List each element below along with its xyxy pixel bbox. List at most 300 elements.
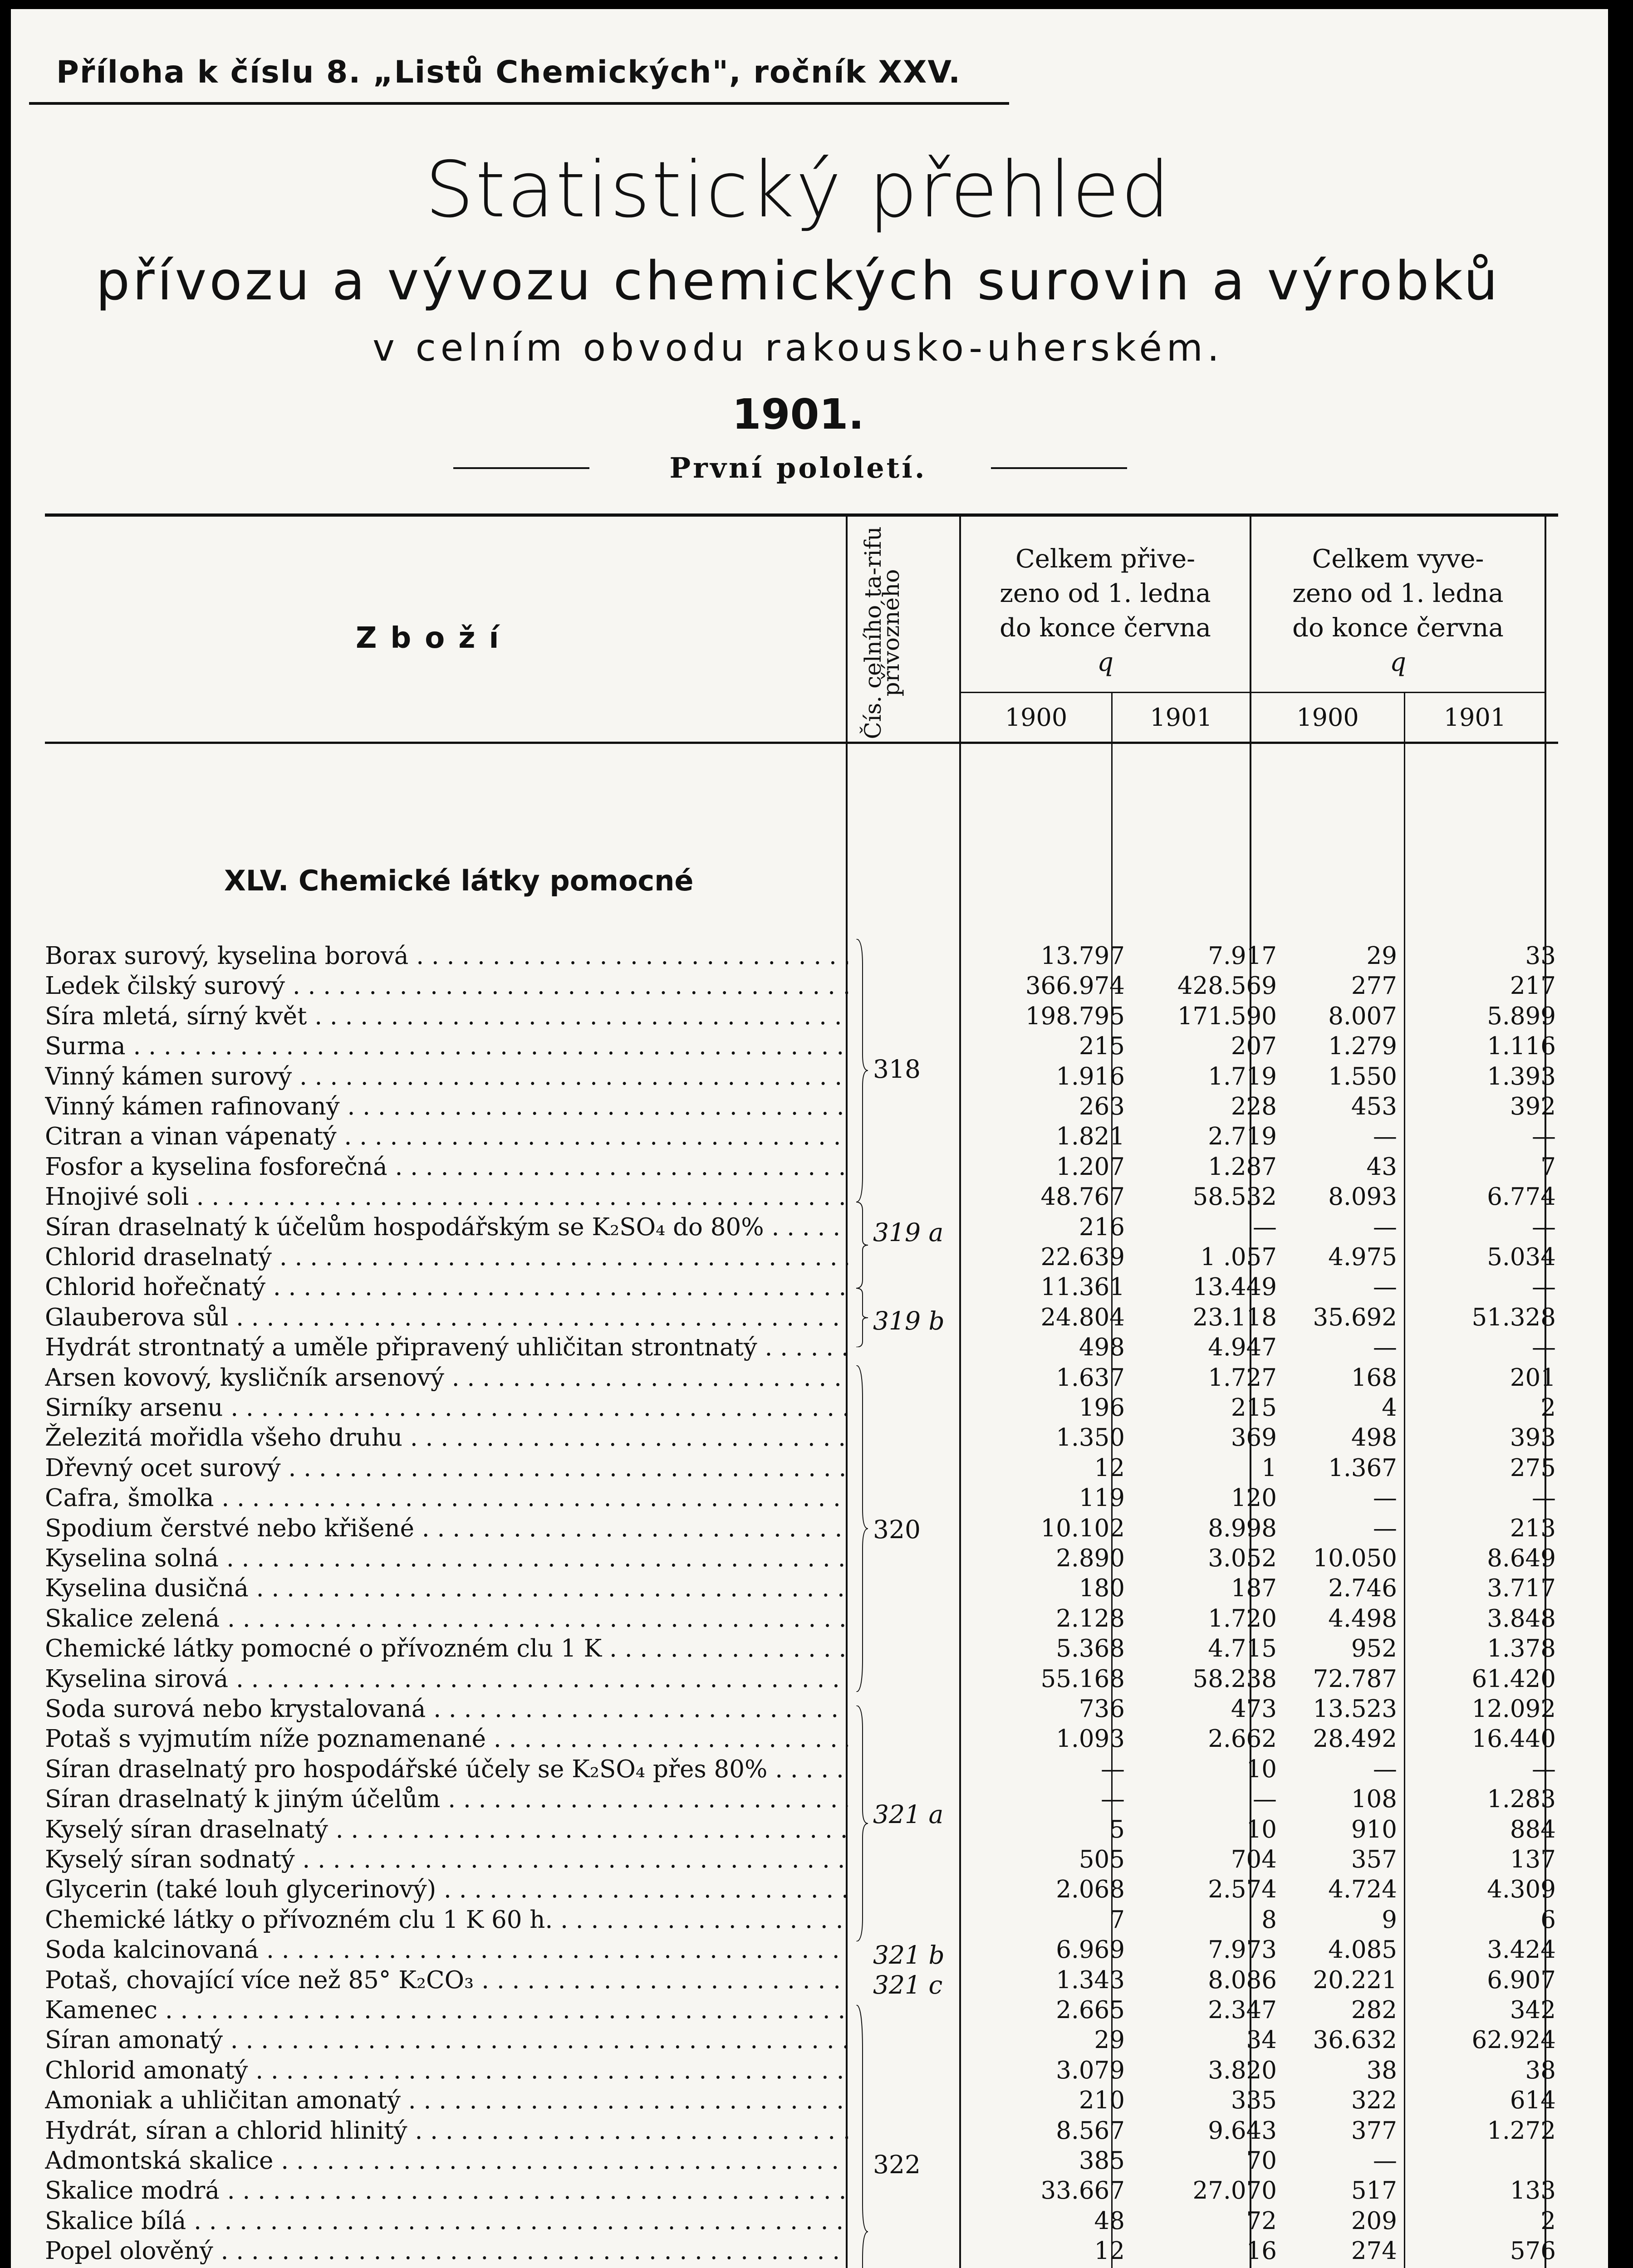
commodity-name: Citran a vinan vápenatý . . . <box>45 1122 848 1152</box>
supplement-header: Příloha k číslu 8. „Listů Chemických", ročník XXV. <box>56 54 961 90</box>
tariff-code-319a: 319 a <box>873 1218 944 1247</box>
commodity-name: Fosfor a kyselina fosforečná . . . <box>45 1152 848 1182</box>
commodity-name: Kyselina dusičná . . . <box>45 1574 848 1603</box>
import-1900-value: 1.916 <box>1056 1062 1125 1090</box>
import-1900-value <box>971 2267 1125 2268</box>
page-subtitle: přívozu a vývozu chemických surovin a výrobků <box>96 249 1501 312</box>
import-1901-value: 1.720 <box>1208 1604 1277 1633</box>
export-1900-value: 277 <box>1351 972 1397 1000</box>
import-1900-value: 1.821 <box>1056 1123 1125 1151</box>
import-1900-value: 6.969 <box>1056 1936 1125 1964</box>
export-header-line-3: do konce června <box>1292 613 1504 643</box>
export-1901-value: 1.393 <box>1487 1062 1556 1090</box>
export-1900-value: 517 <box>1351 2177 1397 2205</box>
export-1901-value: 884 <box>1510 1815 1556 1843</box>
table-header-rule <box>45 742 1558 744</box>
export-1900-value: 28.492 <box>1313 1725 1397 1753</box>
table-row <box>45 1965 1556 1995</box>
table-row <box>45 2206 1556 2236</box>
table-row <box>45 1755 1556 1784</box>
table-row <box>45 1544 1556 1574</box>
import-1901-value: 369 <box>1231 1424 1277 1452</box>
import-1901-value: — <box>1253 1785 1277 1813</box>
goods-column-header: Zboží <box>356 621 513 655</box>
import-1900-value: 216 <box>1079 1213 1125 1241</box>
import-1901-value: 4.947 <box>1208 1334 1277 1362</box>
export-1900-value: 108 <box>1351 1785 1397 1813</box>
export-1901-value: 6.907 <box>1487 1966 1556 1994</box>
table-row <box>45 1604 1556 1634</box>
commodity-name: Kyselina sirová . . . <box>45 1664 848 1694</box>
export-1900-value: — <box>1373 1273 1397 1301</box>
export-1901-value: 51.328 <box>1471 1303 1556 1331</box>
import-1900-value: 33.667 <box>1040 2177 1125 2205</box>
table-row <box>45 1724 1556 1754</box>
commodity-name: Síran draselnatý k jiným účelům . . . <box>45 1784 848 1814</box>
commodity-name: Hnojivé soli . . . <box>45 1182 848 1212</box>
table-row <box>45 941 1556 971</box>
export-1901-value: 2 <box>1540 1394 1556 1422</box>
export-1900-value: 20.221 <box>1313 1966 1397 1994</box>
export-1901-value <box>1424 2267 1556 2268</box>
import-1901-value: 2.574 <box>1208 1876 1277 1904</box>
table-row <box>45 1182 1556 1212</box>
import-1901-value: 2.662 <box>1208 1725 1277 1753</box>
export-1901-value: 3.424 <box>1487 1936 1556 1964</box>
commodity-name: Železitá mořidla všeho druhu . . . <box>45 1423 848 1453</box>
export-header-line-1: Celkem vyve- <box>1312 544 1484 574</box>
export-1901-value: — <box>1532 1484 1556 1512</box>
table-row <box>45 1303 1556 1333</box>
import-1901-value: 34 <box>1246 2026 1277 2054</box>
export-1901-value: 5.034 <box>1487 1243 1556 1271</box>
export-1901-value: 6.774 <box>1487 1183 1556 1211</box>
commodity-name: Hydrát strontnatý a uměle připravený uhličitan strontnatý . . . <box>45 1333 848 1363</box>
commodity-name: Soda surová nebo krystalovaná . . . <box>45 1694 848 1724</box>
import-1901-value: 9.643 <box>1208 2116 1277 2145</box>
commodity-name: Síran amonatý . . . <box>45 2025 848 2055</box>
commodity-name: Chlorid amonatý . . . <box>45 2056 848 2086</box>
import-1901-value: 16 <box>1246 2237 1277 2265</box>
commodity-name: Síra mletá, sírný květ . . . <box>45 1002 848 1031</box>
table-row <box>45 1935 1556 1965</box>
tariff-code-322: 322 <box>873 2150 921 2179</box>
export-1901-value: 4.309 <box>1487 1876 1556 1904</box>
commodity-name: Arsen kovový, kysličník arsenový . . . <box>45 1363 848 1393</box>
table-row <box>45 1333 1556 1363</box>
export-1901-value: 275 <box>1510 1454 1556 1482</box>
import-unit: q <box>1097 648 1113 677</box>
export-1900-value: 4.975 <box>1328 1243 1397 1271</box>
export-year-1901: 1901 <box>1443 703 1506 732</box>
import-1901-value: 473 <box>1231 1695 1277 1723</box>
import-1900-value: 1.343 <box>1056 1966 1125 1994</box>
import-1900-value: 505 <box>1079 1846 1125 1873</box>
export-1900-value: 9 <box>1382 1906 1397 1934</box>
export-1901-value: 137 <box>1510 1846 1556 1873</box>
export-1901-value: 6 <box>1540 1906 1556 1934</box>
import-1900-value: 2.128 <box>1056 1604 1125 1633</box>
commodity-name: Cafra, šmolka . . . <box>45 1483 848 1513</box>
export-1901-value: 3.717 <box>1487 1574 1556 1603</box>
tariff-code-321b: 321 b <box>873 1941 945 1970</box>
table-row <box>45 1664 1556 1694</box>
export-1901-value: 33 <box>1525 942 1556 970</box>
import-1901-value: 171.590 <box>1177 1002 1277 1030</box>
import-1901-value: 4.715 <box>1208 1635 1277 1663</box>
export-1900-value: 1.367 <box>1328 1454 1397 1482</box>
import-1900-value: 263 <box>1079 1093 1125 1120</box>
export-1900-value: 4 <box>1382 1394 1397 1422</box>
commodity-name: Hydrát, síran a chlorid hlinitý . . . <box>45 2116 848 2146</box>
import-year-rule <box>961 692 1250 693</box>
import-1900-value: 1.093 <box>1056 1725 1125 1753</box>
import-1900-value: — <box>1101 1785 1125 1813</box>
import-1901-value: 704 <box>1231 1846 1277 1873</box>
import-1901-value: 7.973 <box>1208 1936 1277 1964</box>
export-1900-value: 4.724 <box>1328 1876 1397 1904</box>
import-1901-value: 215 <box>1231 1394 1277 1422</box>
import-1900-value: 366.974 <box>1025 972 1125 1000</box>
commodity-name: Síran draselnatý pro hospodářské účely se K₂SO₄ přes 80% . . . <box>45 1755 848 1784</box>
commodity-name: Dřevný ocet surový . . . <box>45 1453 848 1483</box>
commodity-name: Skalice zelená . . . <box>45 1604 848 1634</box>
export-1900-value: 8.007 <box>1328 1002 1397 1030</box>
export-1901-value: 1.272 <box>1487 2116 1556 2145</box>
import-1900-value: 22.639 <box>1040 1243 1125 1271</box>
commodity-name: Kyselý síran draselnatý . . . <box>45 1815 848 1845</box>
export-1900-value: 952 <box>1351 1635 1397 1663</box>
import-1901-value: 120 <box>1231 1484 1277 1512</box>
commodity-name: Kamenec . . . <box>45 1995 848 2025</box>
table-row <box>45 1483 1556 1513</box>
table-row <box>45 2116 1556 2146</box>
commodity-name: Ledek čilský surový . . . <box>45 971 848 1001</box>
import-1900-value: 5 <box>1109 1815 1125 1843</box>
export-1900-value: — <box>1373 1213 1397 1241</box>
import-1901-value: 1 .057 <box>1200 1243 1277 1271</box>
period-label: První pololetí. <box>669 451 927 484</box>
export-1901-value: — <box>1532 1213 1556 1241</box>
import-1901-value: 27.070 <box>1192 2177 1277 2205</box>
export-1901-value: 213 <box>1510 1514 1556 1542</box>
export-1901-value: 576 <box>1510 2237 1556 2265</box>
export-1900-value: 2.746 <box>1328 1574 1397 1603</box>
import-1900-value: 1.637 <box>1056 1364 1125 1392</box>
import-1900-value: 55.168 <box>1040 1665 1125 1693</box>
commodity-name: Surma . . . <box>45 1031 848 1061</box>
import-1901-value: 10 <box>1246 1815 1277 1843</box>
export-1901-value: 16.440 <box>1471 1725 1556 1753</box>
export-1900-value: 274 <box>1351 2237 1397 2265</box>
table-row <box>45 1031 1556 1061</box>
import-1900-value: 1.207 <box>1056 1153 1125 1181</box>
import-1901-value: 1.287 <box>1208 1153 1277 1181</box>
import-1900-value: 2.890 <box>1056 1545 1125 1572</box>
export-year-1900: 1900 <box>1296 703 1359 732</box>
commodity-name: Kyselina solná . . . <box>45 1544 848 1574</box>
export-1900-value: 35.692 <box>1313 1303 1397 1331</box>
page-title: Statistický přehled <box>425 145 1172 235</box>
commodity-name: Potaš s vyjmutím níže poznamenané . . . <box>45 1724 848 1754</box>
export-1901-value: 614 <box>1510 2087 1556 2115</box>
commodity-name: Vinný kámen rafinovaný . . . <box>45 1092 848 1122</box>
import-1900-value: 48.767 <box>1040 1183 1125 1211</box>
import-1901-value: 3.820 <box>1208 2056 1277 2084</box>
commodity-name: Spodium čerstvé nebo křišené . . . <box>45 1514 848 1544</box>
export-1900-value: 168 <box>1351 1364 1397 1392</box>
export-1900-value: — <box>1373 1755 1397 1783</box>
export-1900-value: 453 <box>1351 1093 1397 1120</box>
table-top-rule <box>45 513 1558 517</box>
import-1900-value: 385 <box>1079 2147 1125 2175</box>
commodity-name: Soda kalcinovaná . . . <box>45 1935 848 1965</box>
export-1901-value: 133 <box>1510 2177 1556 2205</box>
export-1901-value: — <box>1532 1123 1556 1151</box>
import-column-header <box>961 542 1250 680</box>
table-row <box>45 1212 1556 1242</box>
import-1900-value: 736 <box>1079 1695 1125 1723</box>
import-1900-value: 215 <box>1079 1032 1125 1061</box>
import-1901-value: 70 <box>1246 2147 1277 2175</box>
import-1901-value: — <box>1253 1213 1277 1241</box>
import-1901-value: 228 <box>1231 1093 1277 1120</box>
import-header-line-3: do konce června <box>1000 613 1211 643</box>
import-year-1900: 1900 <box>1005 703 1068 732</box>
import-1900-value: 210 <box>1079 2087 1125 2115</box>
export-1901-value: 392 <box>1510 1093 1556 1120</box>
table-row <box>45 1423 1556 1453</box>
import-1900-value: 119 <box>1079 1484 1125 1512</box>
import-1900-value: 12 <box>1094 2237 1125 2265</box>
export-1900-value: 377 <box>1351 2116 1397 2145</box>
export-1900-value: 1.279 <box>1328 1032 1397 1061</box>
table-row <box>45 1122 1556 1152</box>
export-unit: q <box>1390 648 1406 677</box>
import-1900-value: 10.102 <box>1040 1514 1125 1542</box>
export-1900-value: 29 <box>1366 942 1397 970</box>
table-row <box>45 1784 1556 1814</box>
export-1900-value: 4.498 <box>1328 1604 1397 1633</box>
tariff-code-318: 318 <box>873 1055 921 1084</box>
export-1901-value: 7 <box>1540 1153 1556 1181</box>
document-page <box>11 9 1608 2268</box>
table-row <box>45 2146 1542 2176</box>
commodity-name: Popel olověný . . . <box>45 2236 848 2266</box>
commodity-name: Glauberova sůl . . . <box>45 1303 848 1333</box>
import-1900-value: 29 <box>1094 2026 1125 2054</box>
table-row <box>45 1363 1556 1393</box>
table-row <box>45 1905 1556 1935</box>
table-row <box>45 2056 1556 2086</box>
commodity-name: Kyselý síran sodnatý . . . <box>45 1845 848 1875</box>
export-1901-value: 38 <box>1525 2056 1556 2084</box>
table-row <box>45 1875 1556 1905</box>
export-1900-value: — <box>1373 2147 1397 2175</box>
table-row <box>45 1845 1556 1875</box>
year-label: 1901. <box>732 390 864 439</box>
export-1900-value: 322 <box>1351 2087 1397 2115</box>
import-1900-value: 13.797 <box>1040 942 1125 970</box>
commodity-name: Chlorid hořečnatý . . . <box>45 1272 848 1302</box>
export-1901-value: 217 <box>1510 972 1556 1000</box>
table-row <box>45 1815 1556 1845</box>
right-flourish <box>991 467 1127 469</box>
import-1900-value: 12 <box>1094 1454 1125 1482</box>
table-row <box>45 1152 1556 1182</box>
import-1900-value: 180 <box>1079 1574 1125 1603</box>
export-1901-value: 2 <box>1540 2207 1556 2235</box>
commodity-name: Potaš, chovající více než 85° K₂CO₃ . . . <box>45 1965 848 1995</box>
export-1901-value: 3.848 <box>1487 1604 1556 1633</box>
export-1900-value: — <box>1373 1514 1397 1542</box>
export-1900-value: 10.050 <box>1313 1545 1397 1572</box>
import-1901-value: 58.532 <box>1192 1183 1277 1211</box>
table-row <box>45 2086 1556 2116</box>
import-1901-value: 1 <box>1261 1454 1277 1482</box>
import-1901-value: 10 <box>1246 1755 1277 1783</box>
export-1900-value: 13.523 <box>1313 1695 1397 1723</box>
export-1901-value: 1.116 <box>1487 1032 1556 1061</box>
commodity-name: Amoniak a uhličitan amonatý . . . <box>45 2086 848 2116</box>
table-row <box>45 2176 1556 2206</box>
export-year-rule <box>1251 692 1545 693</box>
import-1900-value: 3.079 <box>1056 2056 1125 2084</box>
export-1901-value: 342 <box>1510 1996 1556 2024</box>
commodity-name: Admontská skalice . . . <box>45 2146 848 2176</box>
commodity-name <box>45 2267 848 2268</box>
table-row <box>45 1242 1556 1272</box>
import-1900-value: 498 <box>1079 1334 1125 1362</box>
tariff-code-321a: 321 a <box>873 1800 944 1829</box>
import-1901-value <box>1125 2267 1277 2268</box>
import-1900-value: 196 <box>1079 1394 1125 1422</box>
import-1901-value: 58.238 <box>1192 1665 1277 1693</box>
commodity-name: Vinný kámen surový . . . <box>45 1062 848 1092</box>
export-1900-value: 357 <box>1351 1846 1397 1873</box>
table-row <box>45 1694 1556 1724</box>
import-1900-value: 198.795 <box>1025 1002 1125 1030</box>
tariff-code-320: 320 <box>873 1515 921 1544</box>
export-1900-value: 910 <box>1351 1815 1397 1843</box>
table-row <box>45 1453 1556 1483</box>
import-1901-value: 72 <box>1246 2207 1277 2235</box>
import-1901-value: 1.719 <box>1208 1062 1277 1090</box>
import-1900-value: 8.567 <box>1056 2116 1125 2145</box>
import-1900-value: 2.068 <box>1056 1876 1125 1904</box>
table-row <box>45 2267 1542 2268</box>
import-1900-value: 1.350 <box>1056 1424 1125 1452</box>
import-1901-value: 8.998 <box>1208 1514 1277 1542</box>
export-1900-value: 498 <box>1351 1424 1397 1452</box>
export-1901-value: — <box>1532 1334 1556 1362</box>
tariff-column-header: Čís. celního ta-rifu přívozného <box>860 526 904 739</box>
import-1901-value: 187 <box>1231 1574 1277 1603</box>
commodity-name: Skalice modrá . . . <box>45 2176 848 2206</box>
export-1901-value: 12.092 <box>1471 1695 1556 1723</box>
table-row <box>45 1634 1556 1664</box>
table-row <box>45 2025 1556 2055</box>
export-1900-value: 209 <box>1351 2207 1397 2235</box>
export-1900-value: 38 <box>1366 2056 1397 2084</box>
commodity-name: Síran draselnatý k účelům hospodářským se K₂SO₄ do 80% . . . <box>45 1212 848 1242</box>
table-row <box>45 971 1556 1001</box>
export-1900-value: 8.093 <box>1328 1183 1397 1211</box>
export-1901-value: — <box>1532 1273 1556 1301</box>
import-1901-value: 335 <box>1231 2087 1277 2115</box>
commodity-name: Chemické látky pomocné o přívozném clu 1 K . . . <box>45 1634 848 1664</box>
export-1900-value: 36.632 <box>1313 2026 1397 2054</box>
export-1901-value: 61.420 <box>1471 1665 1556 1693</box>
table-row <box>45 2236 1556 2266</box>
export-1900-value: — <box>1373 1484 1397 1512</box>
table-row <box>45 1062 1556 1092</box>
import-1901-value: 428.569 <box>1177 972 1277 1000</box>
export-1901-value: 62.924 <box>1471 2026 1556 2054</box>
page-subtitle-region: v celním obvodu rakousko-uherském. <box>373 327 1224 370</box>
table-row <box>45 1995 1556 2025</box>
commodity-name: Glycerin (také louh glycerinový) . . . <box>45 1875 848 1905</box>
export-1901-value: 1.283 <box>1487 1785 1556 1813</box>
header-rule <box>29 102 1009 105</box>
export-1900-value: 282 <box>1351 1996 1397 2024</box>
import-1901-value: 23.118 <box>1192 1303 1277 1331</box>
table-row <box>45 1272 1556 1302</box>
import-1900-value: 48 <box>1094 2207 1125 2235</box>
export-1900-value: 1.550 <box>1328 1062 1397 1090</box>
tariff-code-319b: 319 b <box>873 1306 945 1335</box>
commodity-name: Skalice bílá . . . <box>45 2206 848 2236</box>
table-row <box>45 1574 1556 1603</box>
import-1901-value: 2.719 <box>1208 1123 1277 1151</box>
import-1900-value: 7 <box>1109 1906 1125 1934</box>
export-1900-value: 43 <box>1366 1153 1397 1181</box>
export-1900-value: — <box>1373 1334 1397 1362</box>
export-1901-value: 1.378 <box>1487 1635 1556 1663</box>
export-1900-value: 4.085 <box>1328 1936 1397 1964</box>
import-1900-value: 2.665 <box>1056 1996 1125 2024</box>
import-year-1901: 1901 <box>1150 703 1212 732</box>
import-1901-value: 2.347 <box>1208 1996 1277 2024</box>
import-1900-value: 11.361 <box>1040 1273 1125 1301</box>
import-1901-value: 8 <box>1261 1906 1277 1934</box>
import-1901-value: 1.727 <box>1208 1364 1277 1392</box>
export-header-line-2: zeno od 1. ledna <box>1292 579 1504 608</box>
commodity-name: Chemické látky o přívozném clu 1 K 60 h. . . . <box>45 1905 848 1935</box>
commodity-name: Chlorid draselnatý . . . <box>45 1242 848 1272</box>
export-1900-value: 72.787 <box>1313 1665 1397 1693</box>
import-1900-value: 5.368 <box>1056 1635 1125 1663</box>
export-1901-value: — <box>1532 1755 1556 1783</box>
tariff-code-321c: 321 c <box>873 1970 943 1999</box>
table-row <box>45 1393 1556 1423</box>
import-1901-value: 3.052 <box>1208 1545 1277 1572</box>
export-1900-value <box>1265 2267 1397 2268</box>
import-1901-value: 207 <box>1231 1032 1277 1061</box>
export-1900-value: — <box>1373 1123 1397 1151</box>
export-1901-value: 201 <box>1510 1364 1556 1392</box>
commodity-name: Borax surový, kyselina borová . . . <box>45 941 848 971</box>
table-row <box>45 1514 1556 1544</box>
import-1901-value: 13.449 <box>1192 1273 1277 1301</box>
import-1900-value: — <box>1101 1755 1125 1783</box>
section-heading: XLV. Chemické látky pomocné <box>224 864 694 897</box>
import-1901-value: 8.086 <box>1208 1966 1277 1994</box>
import-header-line-1: Celkem přive- <box>1015 544 1196 574</box>
commodity-name: Sirníky arsenu . . . <box>45 1393 848 1423</box>
export-1901-value: 8.649 <box>1487 1545 1556 1572</box>
export-column-header <box>1251 542 1545 680</box>
